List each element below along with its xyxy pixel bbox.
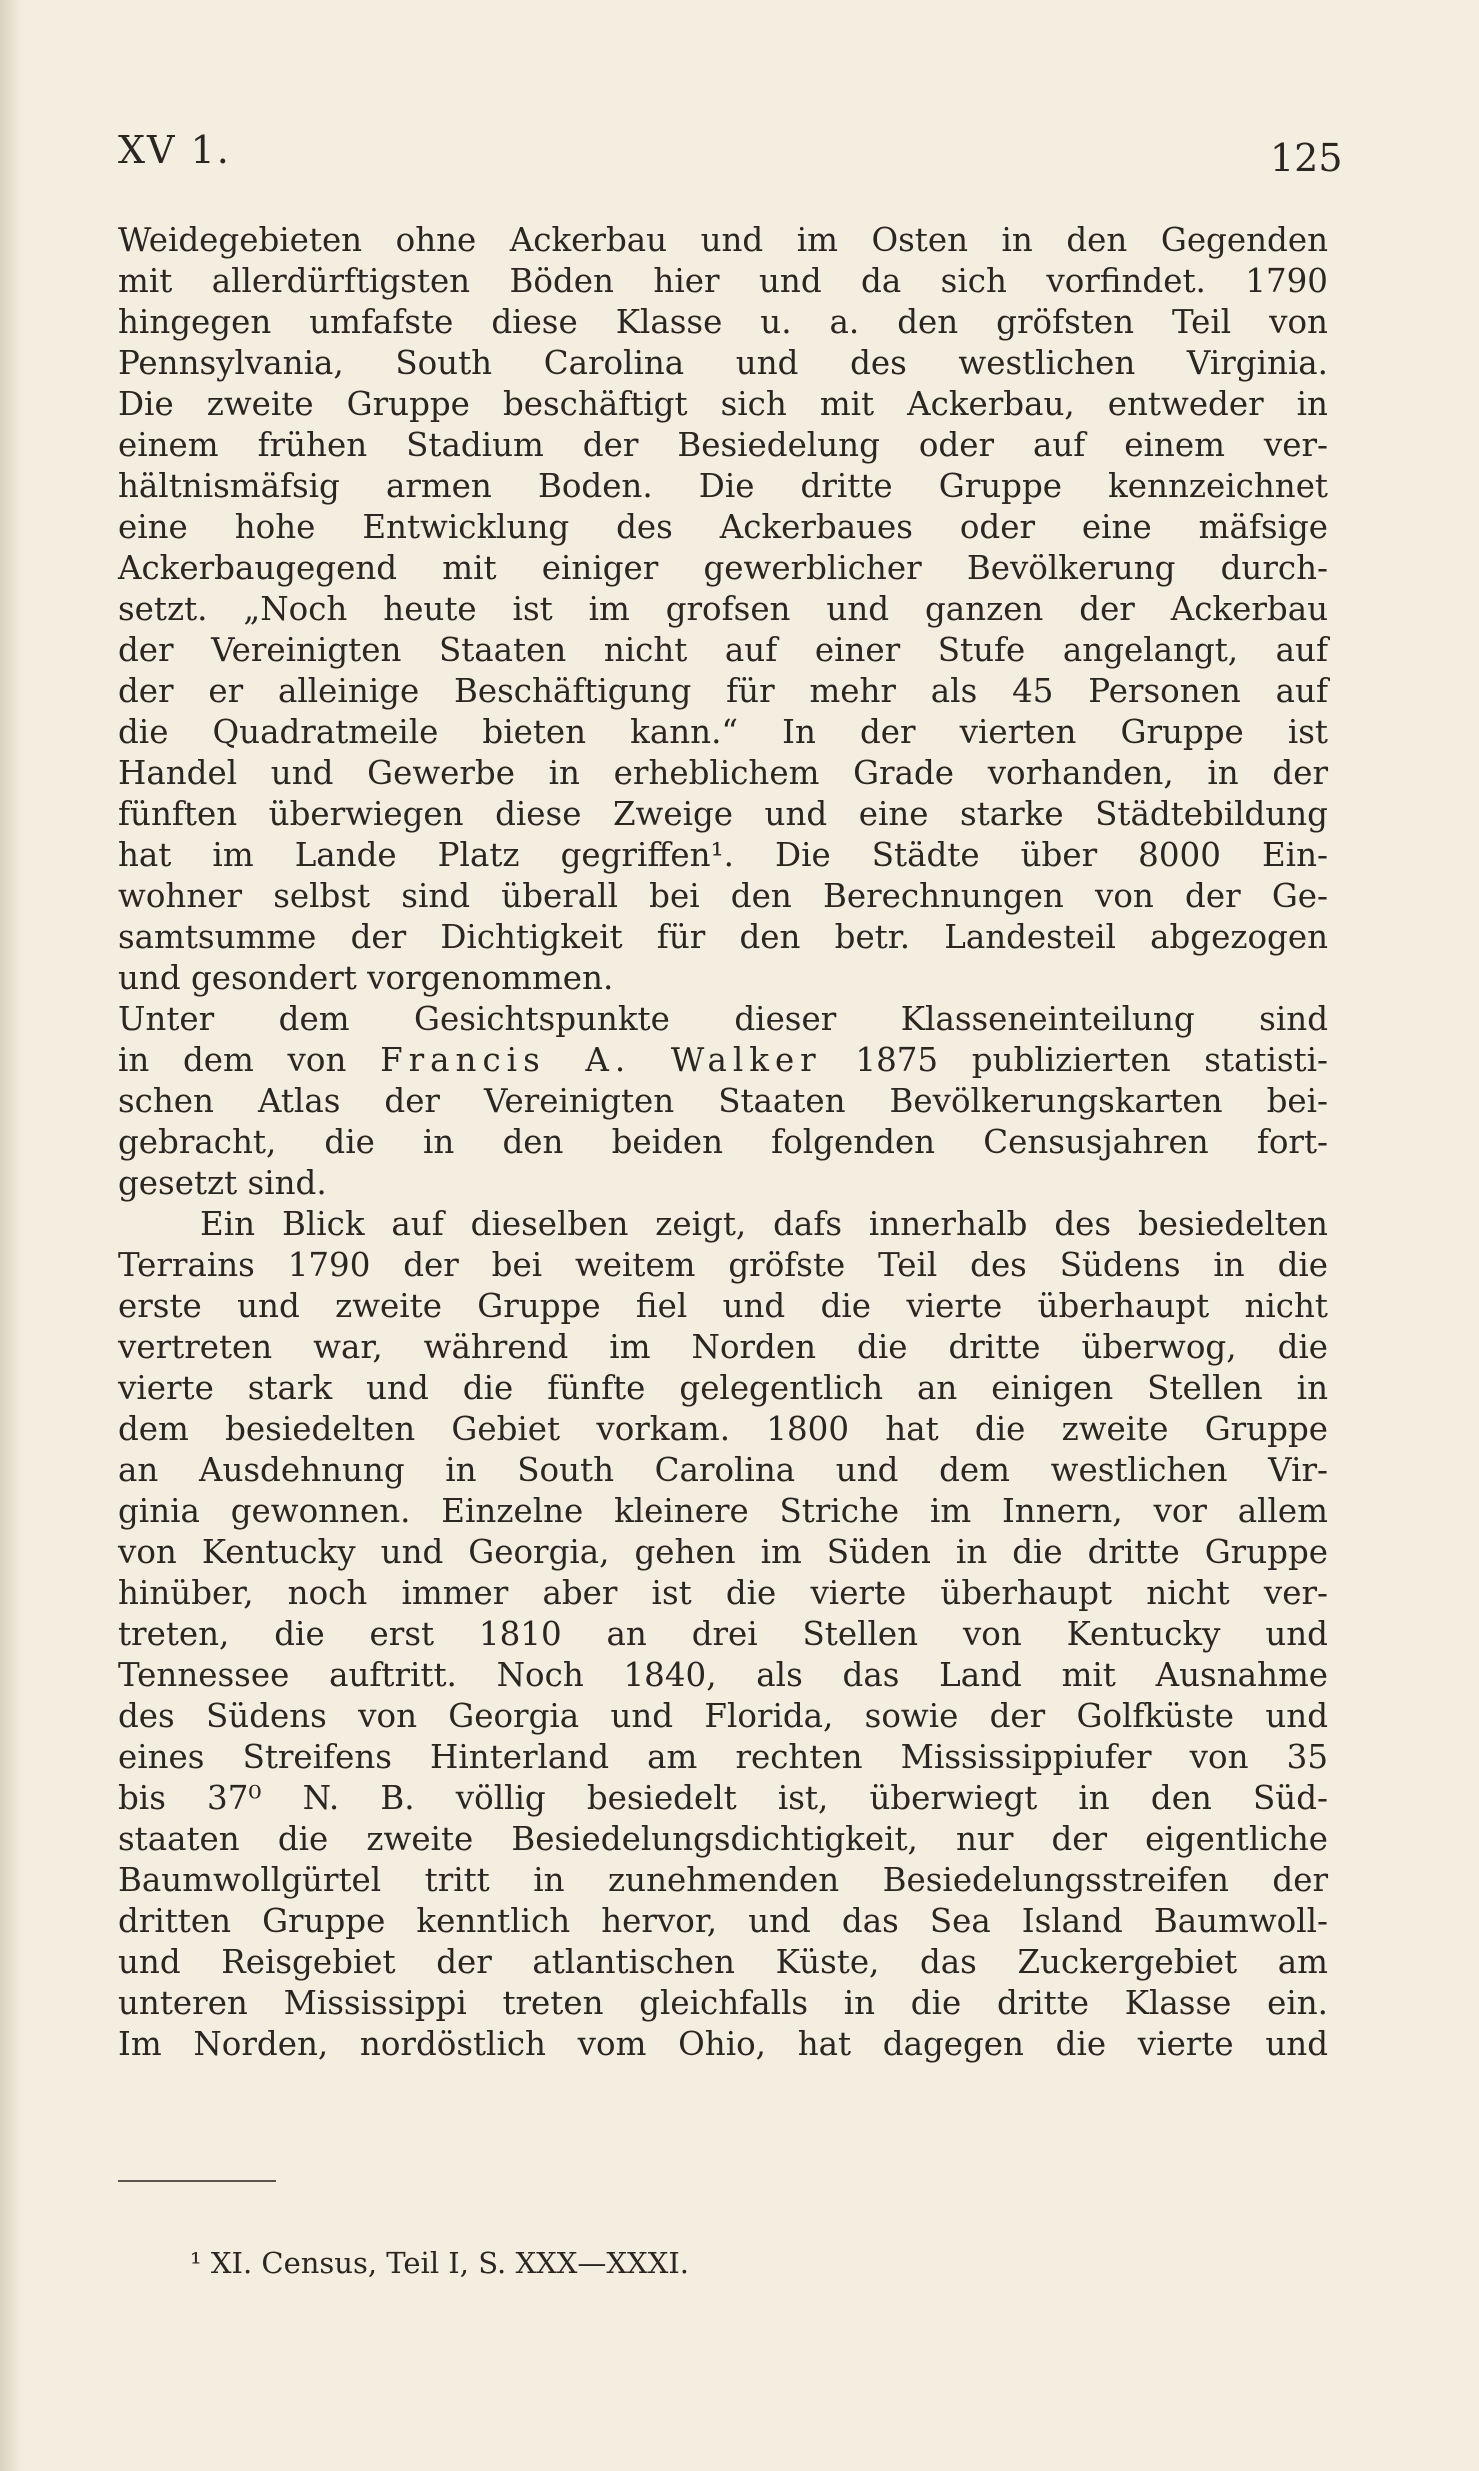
text-line: treten, die erst 1810 an drei Stellen von Kentucky und	[118, 1615, 1328, 1653]
text-line: schen Atlas der Vereinigten Staaten Bevölkerungskarten bei-	[118, 1082, 1328, 1120]
text-line: Weidegebieten ohne Ackerbau und im Osten in den Gegenden	[118, 221, 1328, 259]
text-line: hingegen umfafste diese Klasse u. a. den gröfsten Teil von	[118, 303, 1328, 341]
page-header	[0, 0, 1479, 190]
text-line: staaten die zweite Besiedelungsdichtigkeit, nur der eigentliche	[118, 1820, 1328, 1858]
text-line: vierte stark und die fünfte gelegentlich an einigen Stellen in	[118, 1369, 1328, 1407]
text-line: Die zweite Gruppe beschäftigt sich mit Ackerbau, entweder in	[118, 385, 1328, 423]
text-line: von Kentucky und Georgia, gehen im Süden in die dritte Gruppe	[118, 1533, 1328, 1571]
text-line: fünften überwiegen diese Zweige und eine starke Städtebildung	[118, 795, 1328, 833]
text-line: Im Norden, nordöstlich vom Ohio, hat dagegen die vierte und	[118, 2025, 1328, 2063]
text-line: Terrains 1790 der bei weitem gröfste Teil des Südens in die	[118, 1246, 1328, 1284]
text-line: Tennessee auftritt. Noch 1840, als das Land mit Ausnahme	[118, 1656, 1328, 1694]
text-line: Ackerbaugegend mit einiger gewerblicher Bevölkerung durch-	[118, 549, 1328, 587]
text-line: dritten Gruppe kenntlich hervor, und das Sea Island Baumwoll-	[118, 1902, 1328, 1940]
text-line: Ein Blick auf dieselben zeigt, dafs innerhalb des besiedelten	[200, 1205, 1328, 1243]
text-line: Pennsylvania, South Carolina und des westlichen Virginia.	[118, 344, 1328, 382]
text-line: hat im Lande Platz gegriffen¹. Die Städte über 8000 Ein-	[118, 836, 1328, 874]
text-line: einem frühen Stadium der Besiedelung oder auf einem ver-	[118, 426, 1328, 464]
text-line: Handel und Gewerbe in erheblichem Grade vorhanden, in der	[118, 754, 1328, 792]
text-line: erste und zweite Gruppe fiel und die vierte überhaupt nicht	[118, 1287, 1328, 1325]
text-line: eines Streifens Hinterland am rechten Mississippiufer von 35	[118, 1738, 1328, 1776]
text-line: Baumwollgürtel tritt in zunehmenden Besiedelungsstreifen der	[118, 1861, 1328, 1899]
text-line: Unter dem Gesichtspunkte dieser Klasseneinteilung sind	[118, 1000, 1328, 1038]
text-line: dem besiedelten Gebiet vorkam. 1800 hat die zweite Gruppe	[118, 1410, 1328, 1448]
paragraph-3	[118, 1204, 1328, 2065]
text-line: eine hohe Entwicklung des Ackerbaues oder eine mäfsige	[118, 508, 1328, 546]
paragraph-2	[118, 999, 1328, 1204]
text-line: samtsumme der Dichtigkeit für den betr. Landesteil abgezogen	[118, 918, 1328, 956]
text-line: gesetzt sind.	[118, 1164, 327, 1202]
footnote: ¹ XI. Census, Teil I, S. XXX—XXXI.	[190, 2246, 690, 2280]
text-line-with-author	[118, 1040, 1328, 1081]
text-line: mit allerdürftigsten Böden hier und da sich vorfindet. 1790	[118, 262, 1328, 300]
running-head: XV 1.	[118, 128, 231, 172]
text-line: unteren Mississippi treten gleichfalls in die dritte Klasse ein.	[118, 1984, 1328, 2022]
text-line: ginia gewonnen. Einzelne kleinere Striche im Innern, vor allem	[118, 1492, 1328, 1530]
text-line: bis 37⁰ N. B. völlig besiedelt ist, überwiegt in den Süd-	[118, 1779, 1328, 1817]
text-fragment: in dem von	[118, 1041, 381, 1079]
text-line: setzt. „Noch heute ist im grofsen und ganzen der Ackerbau	[118, 590, 1328, 628]
text-line: an Ausdehnung in South Carolina und dem westlichen Vir-	[118, 1451, 1328, 1489]
text-line: des Südens von Georgia und Florida, sowie der Golfküste und	[118, 1697, 1328, 1735]
text-fragment: 1875 publizierten statisti-	[821, 1041, 1328, 1079]
author-name: Francis A. Walker	[380, 1041, 822, 1079]
text-line: hinüber, noch immer aber ist die vierte überhaupt nicht ver-	[118, 1574, 1328, 1612]
text-line: gebracht, die in den beiden folgenden Censusjahren fort-	[118, 1123, 1328, 1161]
text-line: hältnismäfsig armen Boden. Die dritte Gruppe kennzeichnet	[118, 467, 1328, 505]
text-line: und gesondert vorgenommen.	[118, 959, 614, 997]
text-line: der Vereinigten Staaten nicht auf einer Stufe angelangt, auf	[118, 631, 1328, 669]
page-number: 125	[1270, 136, 1343, 180]
text-line: die Quadratmeile bieten kann.“ In der vierten Gruppe ist	[118, 713, 1328, 751]
body-text	[118, 220, 1328, 2065]
text-line: vertreten war, während im Norden die dritte überwog, die	[118, 1328, 1328, 1366]
text-line: der er alleinige Beschäftigung für mehr als 45 Personen auf	[118, 672, 1328, 710]
paragraph-1	[118, 220, 1328, 999]
footnote-divider	[118, 2180, 276, 2182]
text-line: und Reisgebiet der atlantischen Küste, das Zuckergebiet am	[118, 1943, 1328, 1981]
text-line: wohner selbst sind überall bei den Berechnungen von der Ge-	[118, 877, 1328, 915]
page-gutter-shadow	[0, 0, 22, 2471]
